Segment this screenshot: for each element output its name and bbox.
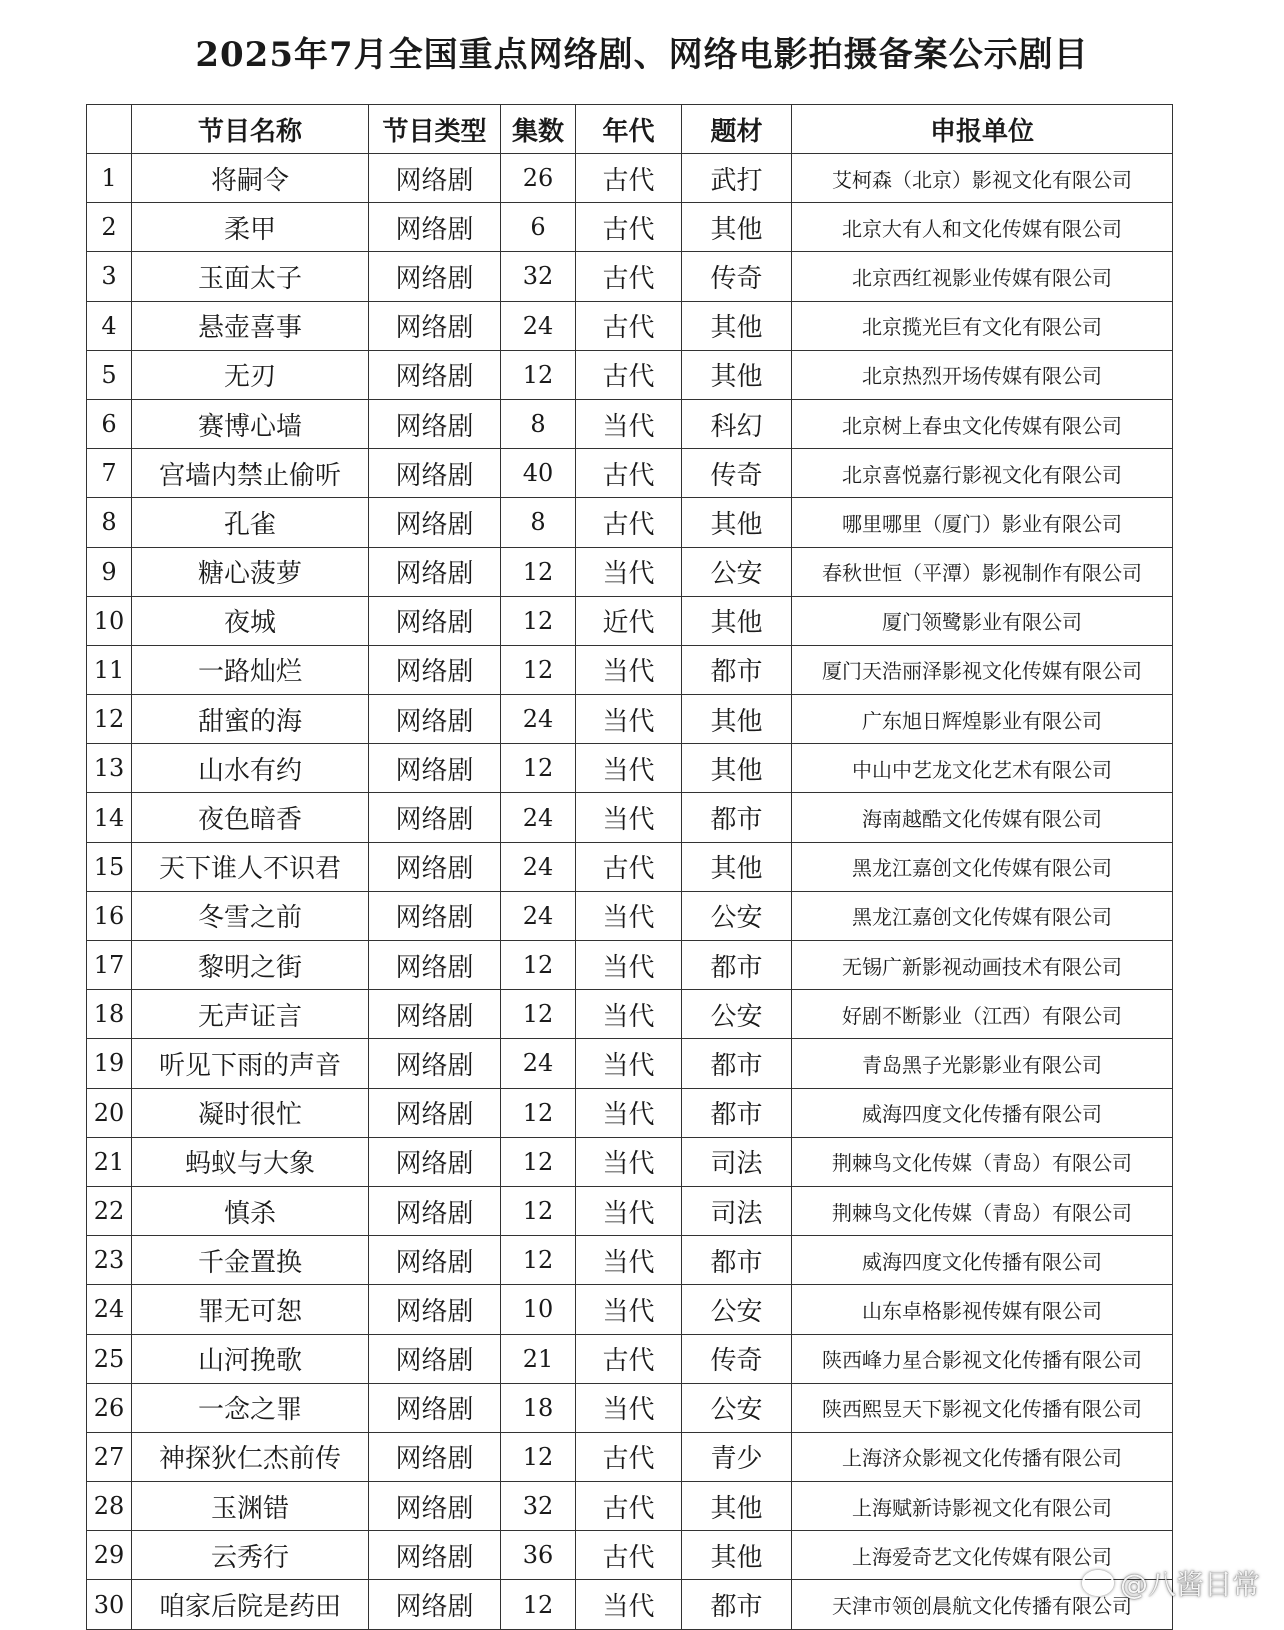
program-title: 一念之罪 <box>132 1383 369 1432</box>
col-type-header: 节目类型 <box>369 105 501 154</box>
genre: 科幻 <box>682 399 792 448</box>
era: 当代 <box>576 547 682 596</box>
row-index: 25 <box>87 1334 132 1383</box>
table-row <box>87 350 1173 399</box>
row-index: 2 <box>87 203 132 252</box>
program-type: 网络剧 <box>369 695 501 744</box>
company: 中山中艺龙文化艺术有限公司 <box>792 744 1173 793</box>
row-index: 13 <box>87 744 132 793</box>
program-title: 山水有约 <box>132 744 369 793</box>
era: 当代 <box>576 1088 682 1137</box>
company: 荆棘鸟文化传媒（青岛）有限公司 <box>792 1137 1173 1186</box>
table-header <box>87 105 1173 154</box>
episode-count: 40 <box>501 449 576 498</box>
era: 古代 <box>576 1482 682 1531</box>
program-title: 悬壶喜事 <box>132 301 369 350</box>
row-index: 28 <box>87 1482 132 1531</box>
genre: 其他 <box>682 498 792 547</box>
era: 古代 <box>576 842 682 891</box>
company: 哪里哪里（厦门）影业有限公司 <box>792 498 1173 547</box>
genre: 其他 <box>682 203 792 252</box>
company: 厦门领鹭影业有限公司 <box>792 596 1173 645</box>
era: 当代 <box>576 645 682 694</box>
company: 无锡广新影视动画技术有限公司 <box>792 941 1173 990</box>
genre: 司法 <box>682 1137 792 1186</box>
episode-count: 36 <box>501 1531 576 1580</box>
episode-count: 32 <box>501 1482 576 1531</box>
genre: 都市 <box>682 941 792 990</box>
program-title: 无刃 <box>132 350 369 399</box>
genre: 都市 <box>682 1236 792 1285</box>
table-row <box>87 645 1173 694</box>
program-type: 网络剧 <box>369 1383 501 1432</box>
program-type: 网络剧 <box>369 301 501 350</box>
header-row <box>87 105 1173 154</box>
row-index: 8 <box>87 498 132 547</box>
era: 当代 <box>576 941 682 990</box>
episode-count: 12 <box>501 1432 576 1481</box>
table-row <box>87 941 1173 990</box>
era: 古代 <box>576 350 682 399</box>
row-index: 20 <box>87 1088 132 1137</box>
row-index: 1 <box>87 154 132 203</box>
genre: 其他 <box>682 596 792 645</box>
company: 广东旭日辉煌影业有限公司 <box>792 695 1173 744</box>
row-index: 23 <box>87 1236 132 1285</box>
company: 北京喜悦嘉行影视文化有限公司 <box>792 449 1173 498</box>
program-type: 网络剧 <box>369 498 501 547</box>
row-index: 14 <box>87 793 132 842</box>
program-title: 蚂蚁与大象 <box>132 1137 369 1186</box>
genre: 都市 <box>682 1088 792 1137</box>
row-index: 12 <box>87 695 132 744</box>
weibo-icon <box>1082 1570 1114 1596</box>
row-index: 17 <box>87 941 132 990</box>
row-index: 5 <box>87 350 132 399</box>
episode-count: 24 <box>501 301 576 350</box>
genre: 都市 <box>682 1580 792 1629</box>
era: 古代 <box>576 1432 682 1481</box>
genre: 其他 <box>682 744 792 793</box>
program-title: 山河挽歌 <box>132 1334 369 1383</box>
table-row <box>87 301 1173 350</box>
program-title: 千金置换 <box>132 1236 369 1285</box>
program-type: 网络剧 <box>369 1482 501 1531</box>
episode-count: 10 <box>501 1285 576 1334</box>
row-index: 30 <box>87 1580 132 1629</box>
program-title: 赛博心墙 <box>132 399 369 448</box>
episode-count: 26 <box>501 154 576 203</box>
genre: 武打 <box>682 154 792 203</box>
company: 上海爱奇艺文化传媒有限公司 <box>792 1531 1173 1580</box>
program-type: 网络剧 <box>369 596 501 645</box>
era: 古代 <box>576 1334 682 1383</box>
program-title: 咱家后院是药田 <box>132 1580 369 1629</box>
program-type: 网络剧 <box>369 203 501 252</box>
program-type: 网络剧 <box>369 1039 501 1088</box>
program-title: 宫墙内禁止偷听 <box>132 449 369 498</box>
episode-count: 12 <box>501 1088 576 1137</box>
table-row <box>87 154 1173 203</box>
watermark <box>1082 1563 1260 1603</box>
era: 古代 <box>576 252 682 301</box>
program-type: 网络剧 <box>369 350 501 399</box>
table-row <box>87 1236 1173 1285</box>
era: 当代 <box>576 891 682 940</box>
program-type: 网络剧 <box>369 1580 501 1629</box>
table-row <box>87 498 1173 547</box>
row-index: 6 <box>87 399 132 448</box>
genre: 都市 <box>682 793 792 842</box>
era: 当代 <box>576 1039 682 1088</box>
genre: 传奇 <box>682 252 792 301</box>
col-title-header: 节目名称 <box>132 105 369 154</box>
row-index: 29 <box>87 1531 132 1580</box>
episode-count: 32 <box>501 252 576 301</box>
era: 古代 <box>576 203 682 252</box>
table-row <box>87 1285 1173 1334</box>
company: 威海四度文化传播有限公司 <box>792 1088 1173 1137</box>
company: 黑龙江嘉创文化传媒有限公司 <box>792 842 1173 891</box>
genre: 都市 <box>682 645 792 694</box>
program-title: 将嗣令 <box>132 154 369 203</box>
table-row <box>87 252 1173 301</box>
era: 当代 <box>576 695 682 744</box>
program-title: 凝时很忙 <box>132 1088 369 1137</box>
table-row <box>87 203 1173 252</box>
era: 古代 <box>576 498 682 547</box>
row-index: 7 <box>87 449 132 498</box>
program-type: 网络剧 <box>369 941 501 990</box>
genre: 青少 <box>682 1432 792 1481</box>
col-genre-header: 题材 <box>682 105 792 154</box>
episode-count: 8 <box>501 399 576 448</box>
program-type: 网络剧 <box>369 1285 501 1334</box>
program-title: 夜色暗香 <box>132 793 369 842</box>
episode-count: 12 <box>501 1236 576 1285</box>
row-index: 16 <box>87 891 132 940</box>
col-index-header <box>87 105 132 154</box>
row-index: 27 <box>87 1432 132 1481</box>
row-index: 3 <box>87 252 132 301</box>
episode-count: 8 <box>501 498 576 547</box>
genre: 其他 <box>682 1482 792 1531</box>
table-row <box>87 399 1173 448</box>
company: 北京西红视影业传媒有限公司 <box>792 252 1173 301</box>
program-type: 网络剧 <box>369 1186 501 1235</box>
era: 古代 <box>576 1531 682 1580</box>
episode-count: 18 <box>501 1383 576 1432</box>
table-row <box>87 547 1173 596</box>
table-body <box>87 154 1173 1630</box>
row-index: 22 <box>87 1186 132 1235</box>
genre: 传奇 <box>682 449 792 498</box>
program-title: 无声证言 <box>132 990 369 1039</box>
table-row <box>87 793 1173 842</box>
table-row <box>87 1432 1173 1481</box>
genre: 公安 <box>682 1383 792 1432</box>
program-title: 甜蜜的海 <box>132 695 369 744</box>
program-title: 神探狄仁杰前传 <box>132 1432 369 1481</box>
table-row <box>87 449 1173 498</box>
program-type: 网络剧 <box>369 1334 501 1383</box>
episode-count: 12 <box>501 1580 576 1629</box>
table-row <box>87 1186 1173 1235</box>
table-row <box>87 1039 1173 1088</box>
genre: 公安 <box>682 547 792 596</box>
program-type: 网络剧 <box>369 399 501 448</box>
episode-count: 24 <box>501 891 576 940</box>
program-title: 慎杀 <box>132 1186 369 1235</box>
row-index: 11 <box>87 645 132 694</box>
company: 春秋世恒（平潭）影视制作有限公司 <box>792 547 1173 596</box>
program-title: 黎明之街 <box>132 941 369 990</box>
table-row <box>87 1137 1173 1186</box>
era: 当代 <box>576 1137 682 1186</box>
program-title: 天下谁人不识君 <box>132 842 369 891</box>
program-type: 网络剧 <box>369 252 501 301</box>
row-index: 4 <box>87 301 132 350</box>
program-type: 网络剧 <box>369 645 501 694</box>
company: 北京大有人和文化传媒有限公司 <box>792 203 1173 252</box>
episode-count: 12 <box>501 547 576 596</box>
episode-count: 12 <box>501 744 576 793</box>
program-type: 网络剧 <box>369 891 501 940</box>
episode-count: 6 <box>501 203 576 252</box>
episode-count: 12 <box>501 350 576 399</box>
table-row <box>87 990 1173 1039</box>
era: 当代 <box>576 1285 682 1334</box>
company: 威海四度文化传播有限公司 <box>792 1236 1173 1285</box>
table-row <box>87 1088 1173 1137</box>
row-index: 10 <box>87 596 132 645</box>
table-row <box>87 891 1173 940</box>
company: 青岛黑子光影影业有限公司 <box>792 1039 1173 1088</box>
program-title: 云秀行 <box>132 1531 369 1580</box>
program-type: 网络剧 <box>369 1236 501 1285</box>
program-title: 听见下雨的声音 <box>132 1039 369 1088</box>
genre: 传奇 <box>682 1334 792 1383</box>
era: 当代 <box>576 793 682 842</box>
table-row <box>87 842 1173 891</box>
era: 古代 <box>576 301 682 350</box>
genre: 司法 <box>682 1186 792 1235</box>
row-index: 26 <box>87 1383 132 1432</box>
era: 当代 <box>576 990 682 1039</box>
watermark-text: @八酱目常 <box>1119 1568 1260 1601</box>
episode-count: 24 <box>501 1039 576 1088</box>
col-episodes-header: 集数 <box>501 105 576 154</box>
era: 当代 <box>576 399 682 448</box>
table-row <box>87 1334 1173 1383</box>
genre: 其他 <box>682 1531 792 1580</box>
genre: 公安 <box>682 990 792 1039</box>
program-type: 网络剧 <box>369 547 501 596</box>
program-type: 网络剧 <box>369 449 501 498</box>
program-type: 网络剧 <box>369 1432 501 1481</box>
col-company-header: 申报单位 <box>792 105 1173 154</box>
table-row <box>87 695 1173 744</box>
episode-count: 24 <box>501 842 576 891</box>
episode-count: 12 <box>501 941 576 990</box>
company: 荆棘鸟文化传媒（青岛）有限公司 <box>792 1186 1173 1235</box>
company: 厦门天浩丽泽影视文化传媒有限公司 <box>792 645 1173 694</box>
row-index: 24 <box>87 1285 132 1334</box>
table-row <box>87 1383 1173 1432</box>
era: 近代 <box>576 596 682 645</box>
episode-count: 12 <box>501 990 576 1039</box>
col-era-header: 年代 <box>576 105 682 154</box>
company: 陕西熙昱天下影视文化传播有限公司 <box>792 1383 1173 1432</box>
row-index: 15 <box>87 842 132 891</box>
row-index: 18 <box>87 990 132 1039</box>
genre: 公安 <box>682 891 792 940</box>
genre: 都市 <box>682 1039 792 1088</box>
era: 当代 <box>576 1580 682 1629</box>
company: 上海赋新诗影视文化有限公司 <box>792 1482 1173 1531</box>
company: 北京热烈开场传媒有限公司 <box>792 350 1173 399</box>
program-title: 夜城 <box>132 596 369 645</box>
program-type: 网络剧 <box>369 1137 501 1186</box>
era: 当代 <box>576 1383 682 1432</box>
company: 上海济众影视文化传播有限公司 <box>792 1432 1173 1481</box>
program-type: 网络剧 <box>369 842 501 891</box>
episode-count: 12 <box>501 1137 576 1186</box>
genre: 其他 <box>682 301 792 350</box>
company: 陕西峰力星合影视文化传播有限公司 <box>792 1334 1173 1383</box>
document-title: 2025年7月全国重点网络剧、网络电影拍摄备案公示剧目 <box>195 35 1089 75</box>
company: 好剧不断影业（江西）有限公司 <box>792 990 1173 1039</box>
table-row <box>87 744 1173 793</box>
company: 北京树上春虫文化传媒有限公司 <box>792 399 1173 448</box>
program-title: 玉面太子 <box>132 252 369 301</box>
program-title: 玉渊错 <box>132 1482 369 1531</box>
era: 古代 <box>576 449 682 498</box>
company: 天津市领创晨航文化传播有限公司 <box>792 1580 1173 1629</box>
table-row <box>87 1580 1173 1629</box>
program-type: 网络剧 <box>369 1531 501 1580</box>
episode-count: 21 <box>501 1334 576 1383</box>
program-title: 罪无可恕 <box>132 1285 369 1334</box>
genre: 其他 <box>682 695 792 744</box>
program-title: 柔甲 <box>132 203 369 252</box>
program-title: 一路灿烂 <box>132 645 369 694</box>
program-title: 冬雪之前 <box>132 891 369 940</box>
company: 艾柯森（北京）影视文化有限公司 <box>792 154 1173 203</box>
program-title: 孔雀 <box>132 498 369 547</box>
company: 山东卓格影视传媒有限公司 <box>792 1285 1173 1334</box>
company: 海南越酷文化传媒有限公司 <box>792 793 1173 842</box>
row-index: 21 <box>87 1137 132 1186</box>
era: 当代 <box>576 1236 682 1285</box>
table-row <box>87 1482 1173 1531</box>
episode-count: 12 <box>501 596 576 645</box>
era: 当代 <box>576 1186 682 1235</box>
company: 黑龙江嘉创文化传媒有限公司 <box>792 891 1173 940</box>
table-row <box>87 596 1173 645</box>
era: 古代 <box>576 154 682 203</box>
genre: 其他 <box>682 350 792 399</box>
episode-count: 12 <box>501 645 576 694</box>
episode-count: 24 <box>501 695 576 744</box>
program-type: 网络剧 <box>369 1088 501 1137</box>
genre: 公安 <box>682 1285 792 1334</box>
program-type: 网络剧 <box>369 990 501 1039</box>
registry-table <box>86 104 1173 1630</box>
program-type: 网络剧 <box>369 154 501 203</box>
genre: 其他 <box>682 842 792 891</box>
era: 当代 <box>576 744 682 793</box>
program-title: 糖心菠萝 <box>132 547 369 596</box>
row-index: 9 <box>87 547 132 596</box>
program-type: 网络剧 <box>369 744 501 793</box>
table-row <box>87 1531 1173 1580</box>
episode-count: 12 <box>501 1186 576 1235</box>
program-type: 网络剧 <box>369 793 501 842</box>
row-index: 19 <box>87 1039 132 1088</box>
company: 北京揽光巨有文化有限公司 <box>792 301 1173 350</box>
episode-count: 24 <box>501 793 576 842</box>
